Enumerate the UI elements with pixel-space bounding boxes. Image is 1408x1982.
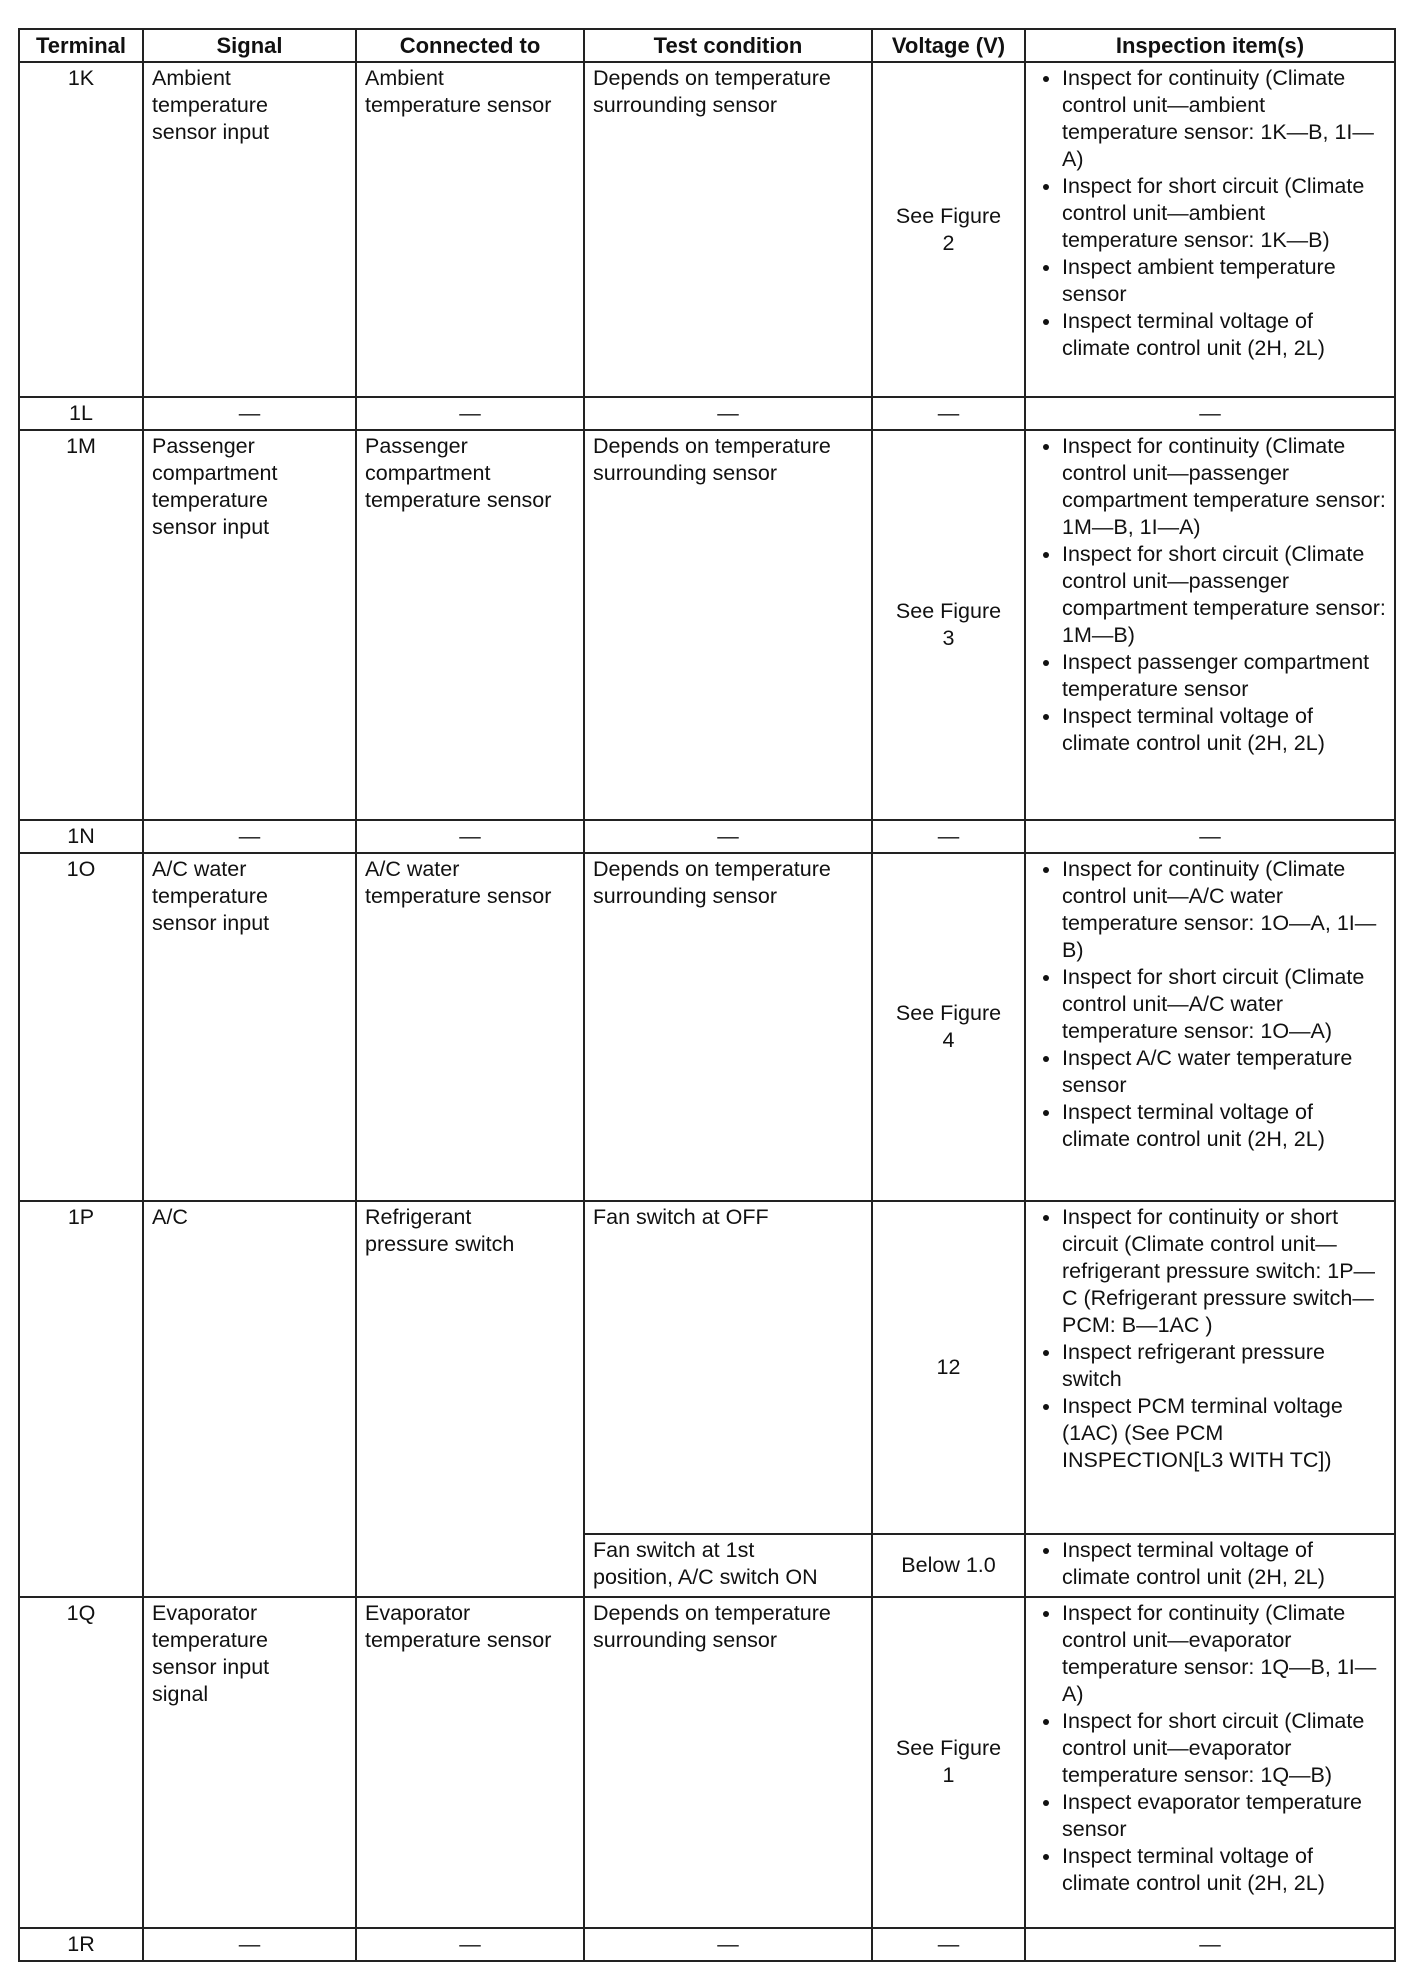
test-condition-cell: Depends on temperature surrounding sensor bbox=[584, 853, 872, 1200]
inspection-item: • Inspect terminal voltage of climate control unit (2H, 2L) bbox=[1062, 1537, 1386, 1591]
signal-cell: Ambient temperature sensor input bbox=[143, 62, 356, 397]
empty-cell: — bbox=[584, 1928, 872, 1961]
terminal-cell: 1R bbox=[19, 1928, 143, 1961]
empty-cell: — bbox=[356, 1928, 584, 1961]
empty-cell: — bbox=[143, 1928, 356, 1961]
terminal-cell: 1P bbox=[19, 1201, 143, 1597]
header-test-condition: Test condition bbox=[584, 29, 872, 62]
inspection-item: • Inspect for continuity (Climate control unit—passenger compartment temperature sensor: 1M—B, 1I—A) bbox=[1062, 433, 1386, 541]
inspection-items-cell bbox=[1025, 1201, 1395, 1534]
inspection-items-cell bbox=[1025, 1597, 1395, 1928]
terminal-cell: 1K bbox=[19, 62, 143, 397]
table-row bbox=[19, 1597, 1395, 1928]
inspection-item: • Inspect for continuity (Climate control unit—A/C water temperature sensor: 1O—A, 1I—B) bbox=[1062, 856, 1386, 964]
inspection-item: • Inspect for short circuit (Climate control unit—evaporator temperature sensor: 1Q—B) bbox=[1062, 1708, 1386, 1789]
empty-cell: — bbox=[584, 397, 872, 430]
table-row bbox=[19, 853, 1395, 1200]
signal-cell: A/C bbox=[143, 1201, 356, 1597]
connected-to-cell: Evaporator temperature sensor bbox=[356, 1597, 584, 1928]
voltage-cell: Below 1.0 bbox=[872, 1534, 1025, 1597]
empty-cell: — bbox=[1025, 820, 1395, 853]
empty-cell: — bbox=[356, 820, 584, 853]
inspection-item: • Inspect ambient temperature sensor bbox=[1062, 254, 1386, 308]
empty-cell: — bbox=[1025, 397, 1395, 430]
header-row bbox=[19, 29, 1395, 62]
table-row bbox=[19, 820, 1395, 853]
test-condition-cell: Depends on temperature surrounding sensor bbox=[584, 62, 872, 397]
terminal-inspection-table bbox=[18, 28, 1396, 1962]
inspection-item: • Inspect for short circuit (Climate control unit—ambient temperature sensor: 1K—B) bbox=[1062, 173, 1386, 254]
empty-cell: — bbox=[872, 397, 1025, 430]
inspection-item: • Inspect passenger compartment temperature sensor bbox=[1062, 649, 1386, 703]
inspection-item: • Inspect for continuity or short circuit (Climate control unit—refrigerant pressure switch: 1P—C (Refrigerant pressure switch—PCM: B—1AC ) bbox=[1062, 1204, 1386, 1339]
terminal-cell: 1L bbox=[19, 397, 143, 430]
table-row bbox=[19, 62, 1395, 397]
inspection-item: • Inspect terminal voltage of climate control unit (2H, 2L) bbox=[1062, 703, 1386, 757]
test-condition-cell: Fan switch at OFF bbox=[584, 1201, 872, 1534]
empty-cell: — bbox=[872, 820, 1025, 853]
table-row bbox=[19, 1201, 1395, 1534]
inspection-items-cell bbox=[1025, 853, 1395, 1200]
inspection-items-cell bbox=[1025, 62, 1395, 397]
voltage-cell: See Figure 1 bbox=[872, 1597, 1025, 1928]
header-signal: Signal bbox=[143, 29, 356, 62]
header-connected-to: Connected to bbox=[356, 29, 584, 62]
connected-to-cell: Ambient temperature sensor bbox=[356, 62, 584, 397]
voltage-cell: See Figure 2 bbox=[872, 62, 1025, 397]
header-terminal: Terminal bbox=[19, 29, 143, 62]
inspection-items-cell bbox=[1025, 1534, 1395, 1597]
inspection-items-cell bbox=[1025, 430, 1395, 820]
inspection-item: • Inspect A/C water temperature sensor bbox=[1062, 1045, 1386, 1099]
signal-cell: Passenger compartment temperature sensor input bbox=[143, 430, 356, 820]
table-row bbox=[19, 430, 1395, 820]
connected-to-cell: Passenger compartment temperature sensor bbox=[356, 430, 584, 820]
inspection-item: • Inspect terminal voltage of climate control unit (2H, 2L) bbox=[1062, 1843, 1386, 1897]
empty-cell: — bbox=[1025, 1928, 1395, 1961]
terminal-cell: 1Q bbox=[19, 1597, 143, 1928]
inspection-item: • Inspect for short circuit (Climate control unit—A/C water temperature sensor: 1O—A) bbox=[1062, 964, 1386, 1045]
test-condition-cell: Depends on temperature surrounding sensor bbox=[584, 430, 872, 820]
voltage-cell: See Figure 4 bbox=[872, 853, 1025, 1200]
test-condition-cell: Depends on temperature surrounding sensor bbox=[584, 1597, 872, 1928]
inspection-item: • Inspect for short circuit (Climate control unit—passenger compartment temperature sensor: 1M—B) bbox=[1062, 541, 1386, 649]
empty-cell: — bbox=[584, 820, 872, 853]
inspection-item: • Inspect refrigerant pressure switch bbox=[1062, 1339, 1386, 1393]
table-row bbox=[19, 397, 1395, 430]
header-voltage: Voltage (V) bbox=[872, 29, 1025, 62]
inspection-item: • Inspect for continuity (Climate control unit—evaporator temperature sensor: 1Q—B, 1I—A) bbox=[1062, 1600, 1386, 1708]
inspection-item: • Inspect terminal voltage of climate control unit (2H, 2L) bbox=[1062, 308, 1386, 362]
empty-cell: — bbox=[356, 397, 584, 430]
voltage-cell: 12 bbox=[872, 1201, 1025, 1534]
test-condition-cell: Fan switch at 1st position, A/C switch ON bbox=[584, 1534, 872, 1597]
signal-cell: Evaporator temperature sensor input signal bbox=[143, 1597, 356, 1928]
empty-cell: — bbox=[143, 820, 356, 853]
terminal-cell: 1N bbox=[19, 820, 143, 853]
voltage-cell: See Figure 3 bbox=[872, 430, 1025, 820]
table-row bbox=[19, 1928, 1395, 1961]
inspection-item: • Inspect evaporator temperature sensor bbox=[1062, 1789, 1386, 1843]
header-inspection-items: Inspection item(s) bbox=[1025, 29, 1395, 62]
connected-to-cell: Refrigerant pressure switch bbox=[356, 1201, 584, 1597]
inspection-item: • Inspect PCM terminal voltage (1AC) (See PCM INSPECTION[L3 WITH TC]) bbox=[1062, 1393, 1386, 1474]
inspection-item: • Inspect terminal voltage of climate control unit (2H, 2L) bbox=[1062, 1099, 1386, 1153]
connected-to-cell: A/C water temperature sensor bbox=[356, 853, 584, 1200]
inspection-item: • Inspect for continuity (Climate control unit—ambient temperature sensor: 1K—B, 1I—A) bbox=[1062, 65, 1386, 173]
empty-cell: — bbox=[872, 1928, 1025, 1961]
terminal-cell: 1M bbox=[19, 430, 143, 820]
signal-cell: A/C water temperature sensor input bbox=[143, 853, 356, 1200]
terminal-cell: 1O bbox=[19, 853, 143, 1200]
empty-cell: — bbox=[143, 397, 356, 430]
